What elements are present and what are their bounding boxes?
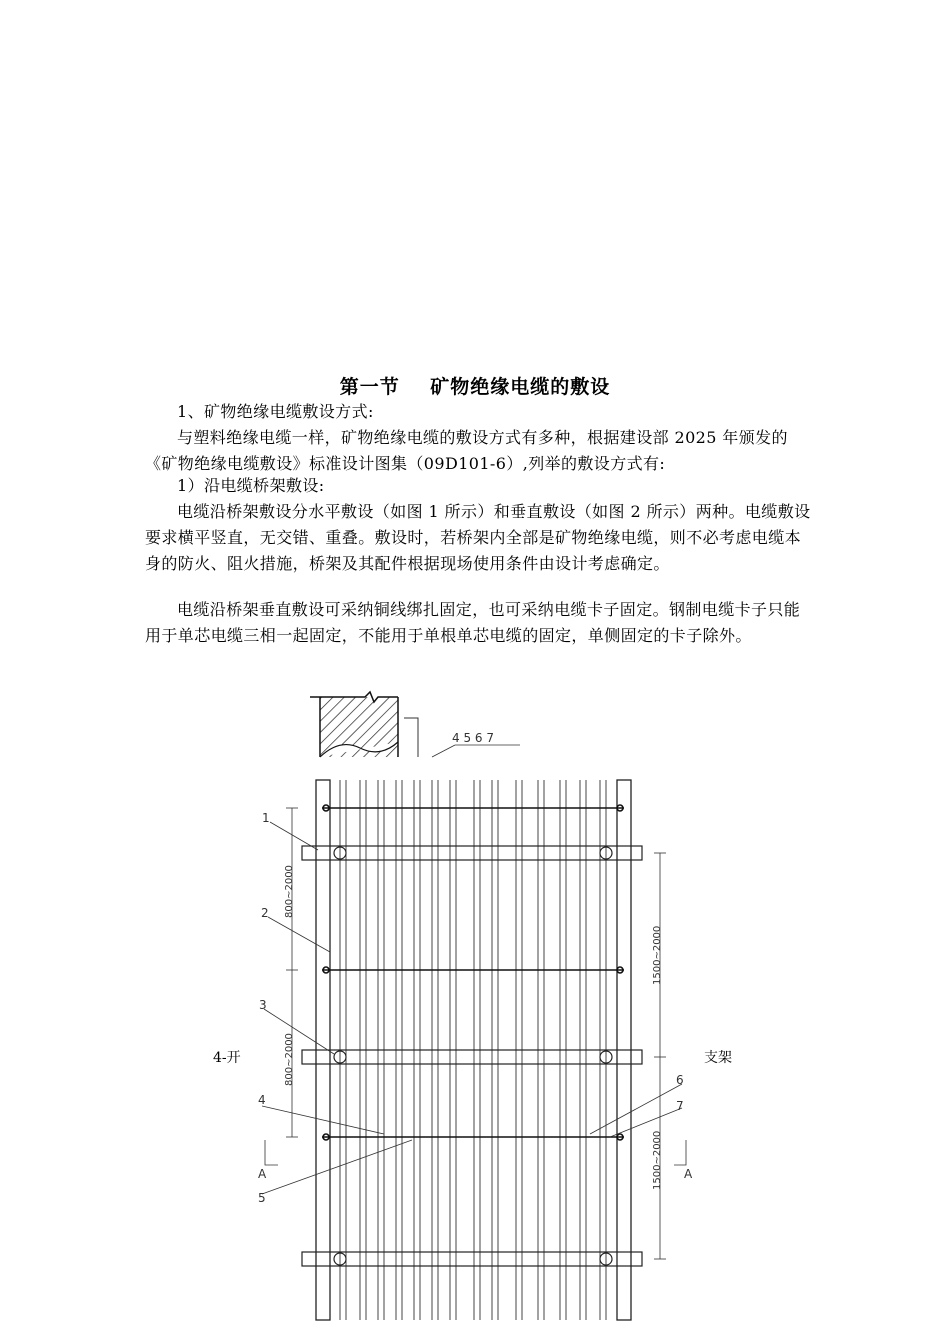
label-1: 1 [262,811,270,825]
tray-supports [302,846,642,1266]
paragraph-3: 1）沿电缆桥架敷设: [177,476,325,495]
label-2: 2 [261,906,269,920]
dim-right-2: 1500~2000 [652,1130,663,1190]
paragraph-4: 电缆沿桥架敷设分水平敷设（如图 1 所示）和垂直敷设（如图 2 所示）两种。电缆敷设要求横平竖直，无交错、重叠。敷设时，若桥架内全部是矿物绝缘电缆，则不必考虑电缆本身的防火、阻火措施，桥架及其配件根据现场使用条件由设计考虑确定。 [145,502,811,573]
label-7: 7 [676,1099,684,1113]
paragraph-1: 1、矿物绝缘电缆敷设方式: [177,402,374,421]
figure-caption-left: 4-开 [213,1050,241,1066]
label-3: 3 [259,998,267,1012]
dimension-lines [286,808,666,1259]
figure-caption-right: 支架 [704,1050,732,1066]
dim-left-2: 800~2000 [284,1033,295,1086]
label-4: 4 [258,1093,266,1107]
dim-right-1: 1500~2000 [652,925,663,985]
wall-section-fragment [310,692,520,757]
section-mark-right: A [684,1167,693,1181]
section-mark-left: A [258,1167,267,1181]
paragraph-5: 电缆沿桥架垂直敷设可采纳铜线绑扎固定，也可采纳电缆卡子固定。钢制电缆卡子只能用于单芯电缆三相一起固定，不能用于单根单芯电缆的固定，单侧固定的卡子除外。 [145,600,801,645]
top-callouts: 4 5 6 7 [452,731,494,745]
label-5: 5 [258,1191,266,1205]
dim-left-1: 800~2000 [284,865,295,918]
paragraph-2: 与塑料绝缘电缆一样，矿物绝缘电缆的敷设方式有多种，根据建设部 2025 年颁发的《矿物绝缘电缆敷设》标准设计图集（09D101-6）,列举的敷设方式有: [145,428,788,473]
label-6: 6 [676,1073,684,1087]
section-title: 第一节 矿物绝缘电缆的敷设 [339,376,611,398]
cable-ties [322,805,624,1140]
